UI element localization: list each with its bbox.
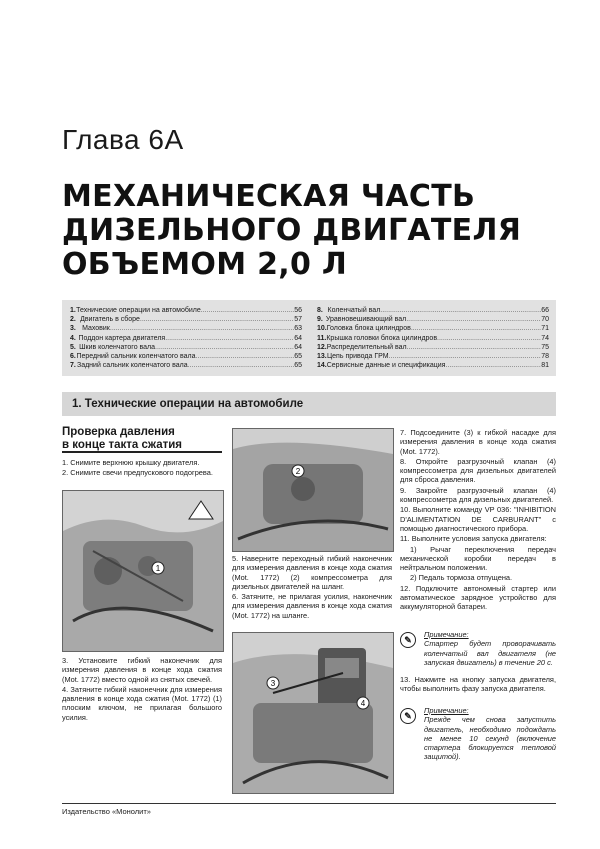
toc-item-number: 9.	[317, 316, 323, 324]
figure-label: 3	[270, 679, 276, 688]
toc-item	[317, 334, 549, 343]
toc-item-number: 13.	[317, 353, 327, 361]
title-line: ДИЗЕЛЬНОГО ДВИГАТЕЛЯ	[62, 213, 522, 248]
paragraph: 2) Педаль тормоза отпущена.	[410, 573, 513, 583]
toc-item	[70, 361, 302, 370]
toc-item	[317, 361, 549, 370]
title-line: ОБЪЕМОМ 2,0 Л	[62, 247, 348, 282]
engine-photo-1	[62, 490, 224, 652]
toc-item	[70, 315, 302, 324]
paragraph: 3. Установите гибкий наконечник для измерения давления в конце хода сжатия (Mot. 1772) вместо одной из снятых свечей.	[62, 656, 222, 684]
toc-item-page: 63	[294, 325, 302, 333]
paragraph: 9. Закройте разгрузочный клапан (4) компрессометра для дизельных двигателей.	[400, 485, 556, 505]
col3-para13	[400, 675, 556, 695]
toc-item	[70, 334, 302, 343]
toc-item-number: 1.	[70, 307, 76, 314]
toc-leader	[389, 352, 542, 361]
paragraph: 2. Снимите свечи предпускового подогрева.	[62, 468, 213, 478]
toc-column-left	[70, 306, 302, 370]
toc-item-number: 6.	[70, 353, 76, 361]
col1-bottom-text	[62, 656, 222, 723]
toc-item-title: Распределительный вал	[326, 343, 407, 351]
toc-item	[317, 324, 549, 333]
paragraph: 1) Рычаг переключения передач механической коробки передач в нейтральном положении.	[400, 544, 556, 573]
toc-item-title: Головка блока цилиндров	[326, 325, 411, 333]
toc-item-page: 56	[294, 307, 302, 314]
toc-item-title: Коленчатый вал	[327, 307, 381, 314]
toc-item-page: 71	[541, 325, 549, 333]
figure-label: 1	[155, 564, 161, 573]
toc-leader	[110, 324, 294, 333]
toc-item-page: 57	[294, 316, 302, 324]
toc-item-number: 11.	[317, 334, 327, 342]
chapter-label: Глава 6А	[62, 124, 184, 155]
toc-item-number: 8.	[317, 307, 323, 314]
toc-item-title: Двигатель в сборе	[80, 316, 140, 324]
toc-leader	[406, 315, 541, 324]
note-text: Прежде чем снова запустить двигатель, необходимо подождать не менее 10 секунд (включение стартера блокируется тепловой защитой).	[424, 715, 556, 762]
col1-top-text	[62, 458, 222, 479]
wrench-icon: ✎	[400, 708, 416, 724]
engine-photo-3	[232, 632, 394, 794]
toc-item-number: 12.	[317, 343, 327, 351]
subheading-rule	[62, 451, 222, 453]
toc-item-page: 70	[541, 316, 549, 324]
toc-item-title: Маховик	[82, 325, 110, 333]
paragraph: 13. Нажмите на кнопку запуска двигателя, чтобы выполнить фазу запуска двигателя.	[400, 675, 556, 694]
subheading-line: в конце такта сжатия	[62, 439, 183, 451]
toc-item	[317, 315, 549, 324]
toc-item-title: Сервисные данные и спецификация	[326, 362, 446, 370]
toc-item	[317, 343, 549, 352]
toc-item	[317, 352, 549, 361]
col3-text	[400, 428, 556, 613]
toc-item-number: 4.	[70, 334, 76, 342]
toc-item-number: 10.	[317, 325, 327, 333]
toc-item	[317, 306, 549, 315]
toc-item-title: Крышка головки блока цилиндров	[326, 334, 438, 342]
toc-leader	[196, 352, 295, 361]
toc-column-right	[317, 306, 549, 370]
toc-item-page: 64	[294, 343, 302, 351]
toc-item-number: 2.	[70, 316, 76, 324]
toc-item	[70, 343, 302, 352]
toc-item-page: 65	[294, 353, 302, 361]
toc-item-number: 14.	[317, 362, 327, 370]
paragraph: 4. Затяните гибкий наконечник для измерения давления в конце хода сжатия (Mot. 1772) (1) плоским ключом, не прилагая большого усилия.	[62, 684, 222, 722]
wrench-icon: ✎	[400, 632, 416, 648]
toc-item-page: 65	[294, 362, 302, 370]
toc-leader	[407, 343, 542, 352]
toc-item-number: 7.	[70, 362, 76, 370]
toc-item	[70, 352, 302, 361]
toc-leader	[201, 306, 294, 315]
subheading-line: Проверка давления	[62, 426, 175, 438]
section-header	[62, 392, 556, 416]
toc-item	[70, 324, 302, 333]
figure-label: 4	[360, 699, 366, 708]
toc-item-number: 5.	[70, 343, 76, 351]
toc-item-page: 66	[541, 307, 549, 314]
title-line: МЕХАНИЧЕСКАЯ ЧАСТЬ	[62, 179, 476, 214]
paragraph: 11. Выполните условия запуска двигателя:	[400, 534, 547, 544]
toc-item-page: 75	[541, 343, 549, 351]
toc-item-page: 74	[541, 334, 549, 342]
toc-item-title: Технические операции на автомобиле	[76, 307, 201, 314]
toc-item-title: Шкив коленчатого вала	[79, 343, 156, 351]
toc-item-title: Уравновешивающий вал	[325, 316, 407, 324]
chapter-title	[62, 180, 521, 282]
col2-middle-text	[232, 554, 392, 621]
toc-item-number: 3.	[70, 325, 76, 333]
toc-item-title: Цепь привода ГРМ	[326, 353, 389, 361]
paragraph: 6. Затяните, не прилагая усилия, наконечник для измерения давления в конце хода сжатия (Mot. 1772) на шланге.	[232, 592, 392, 620]
toc-leader	[380, 306, 541, 315]
note-title: Примечание:	[424, 630, 469, 639]
engine-photo-2	[232, 428, 394, 552]
paragraph: 12. Подключите автономный стартер или автоматическое зарядное устройство для аккумуляторной батареи.	[400, 583, 556, 612]
publisher: Издательство «Монолит»	[62, 807, 151, 816]
paragraph: 10. Выполните команду VP 036: "INHIBITION D'ALIMENTATION DE CARBURANT" с помощью диагностического прибора.	[400, 505, 556, 533]
note-text: Стартер будет проворачивать коленчатый вал двигателя (не запуская двигатель) в течение 20 с.	[424, 639, 556, 667]
toc-item-title: Задний сальник коленчатого вала	[76, 362, 188, 370]
toc-leader	[411, 324, 541, 333]
section-title: 1. Технические операции на автомобиле	[72, 398, 304, 410]
toc-leader	[437, 334, 541, 343]
paragraph: 7. Подсоедините (3) к гибкой насадке для измерения давления в конце хода сжатия (Mot. 1772).	[400, 428, 556, 456]
table-of-contents	[62, 300, 556, 376]
toc-item-title: Передний сальник коленчатого вала	[76, 353, 196, 361]
toc-item-title: Поддон картера двигателя	[78, 334, 166, 342]
toc-item-page: 64	[294, 334, 302, 342]
paragraph: 1. Снимите верхнюю крышку двигателя.	[62, 458, 200, 467]
toc-item-page: 81	[541, 362, 549, 370]
paragraph: 8. Откройте разгрузочный клапан (4) компрессометра для дизельных двигателей для сброса давления.	[400, 456, 556, 485]
footer	[62, 803, 556, 816]
toc-leader	[140, 315, 294, 324]
note-1	[400, 630, 556, 667]
toc-leader	[155, 343, 294, 352]
toc-item-page: 78	[541, 353, 549, 361]
paragraph: 5. Наверните переходный гибкий наконечник для измерения давления в конце хода сжатия (Mot. 1772) (2) компрессометра для дизельных двигателей на шланг.	[232, 554, 392, 591]
note-2	[400, 706, 556, 762]
toc-leader	[445, 361, 541, 370]
figure-label: 2	[295, 467, 301, 476]
toc-leader	[188, 361, 295, 370]
toc-item	[70, 306, 302, 315]
note-title: Примечание:	[424, 706, 469, 715]
subheading	[62, 426, 222, 452]
toc-leader	[165, 334, 294, 343]
